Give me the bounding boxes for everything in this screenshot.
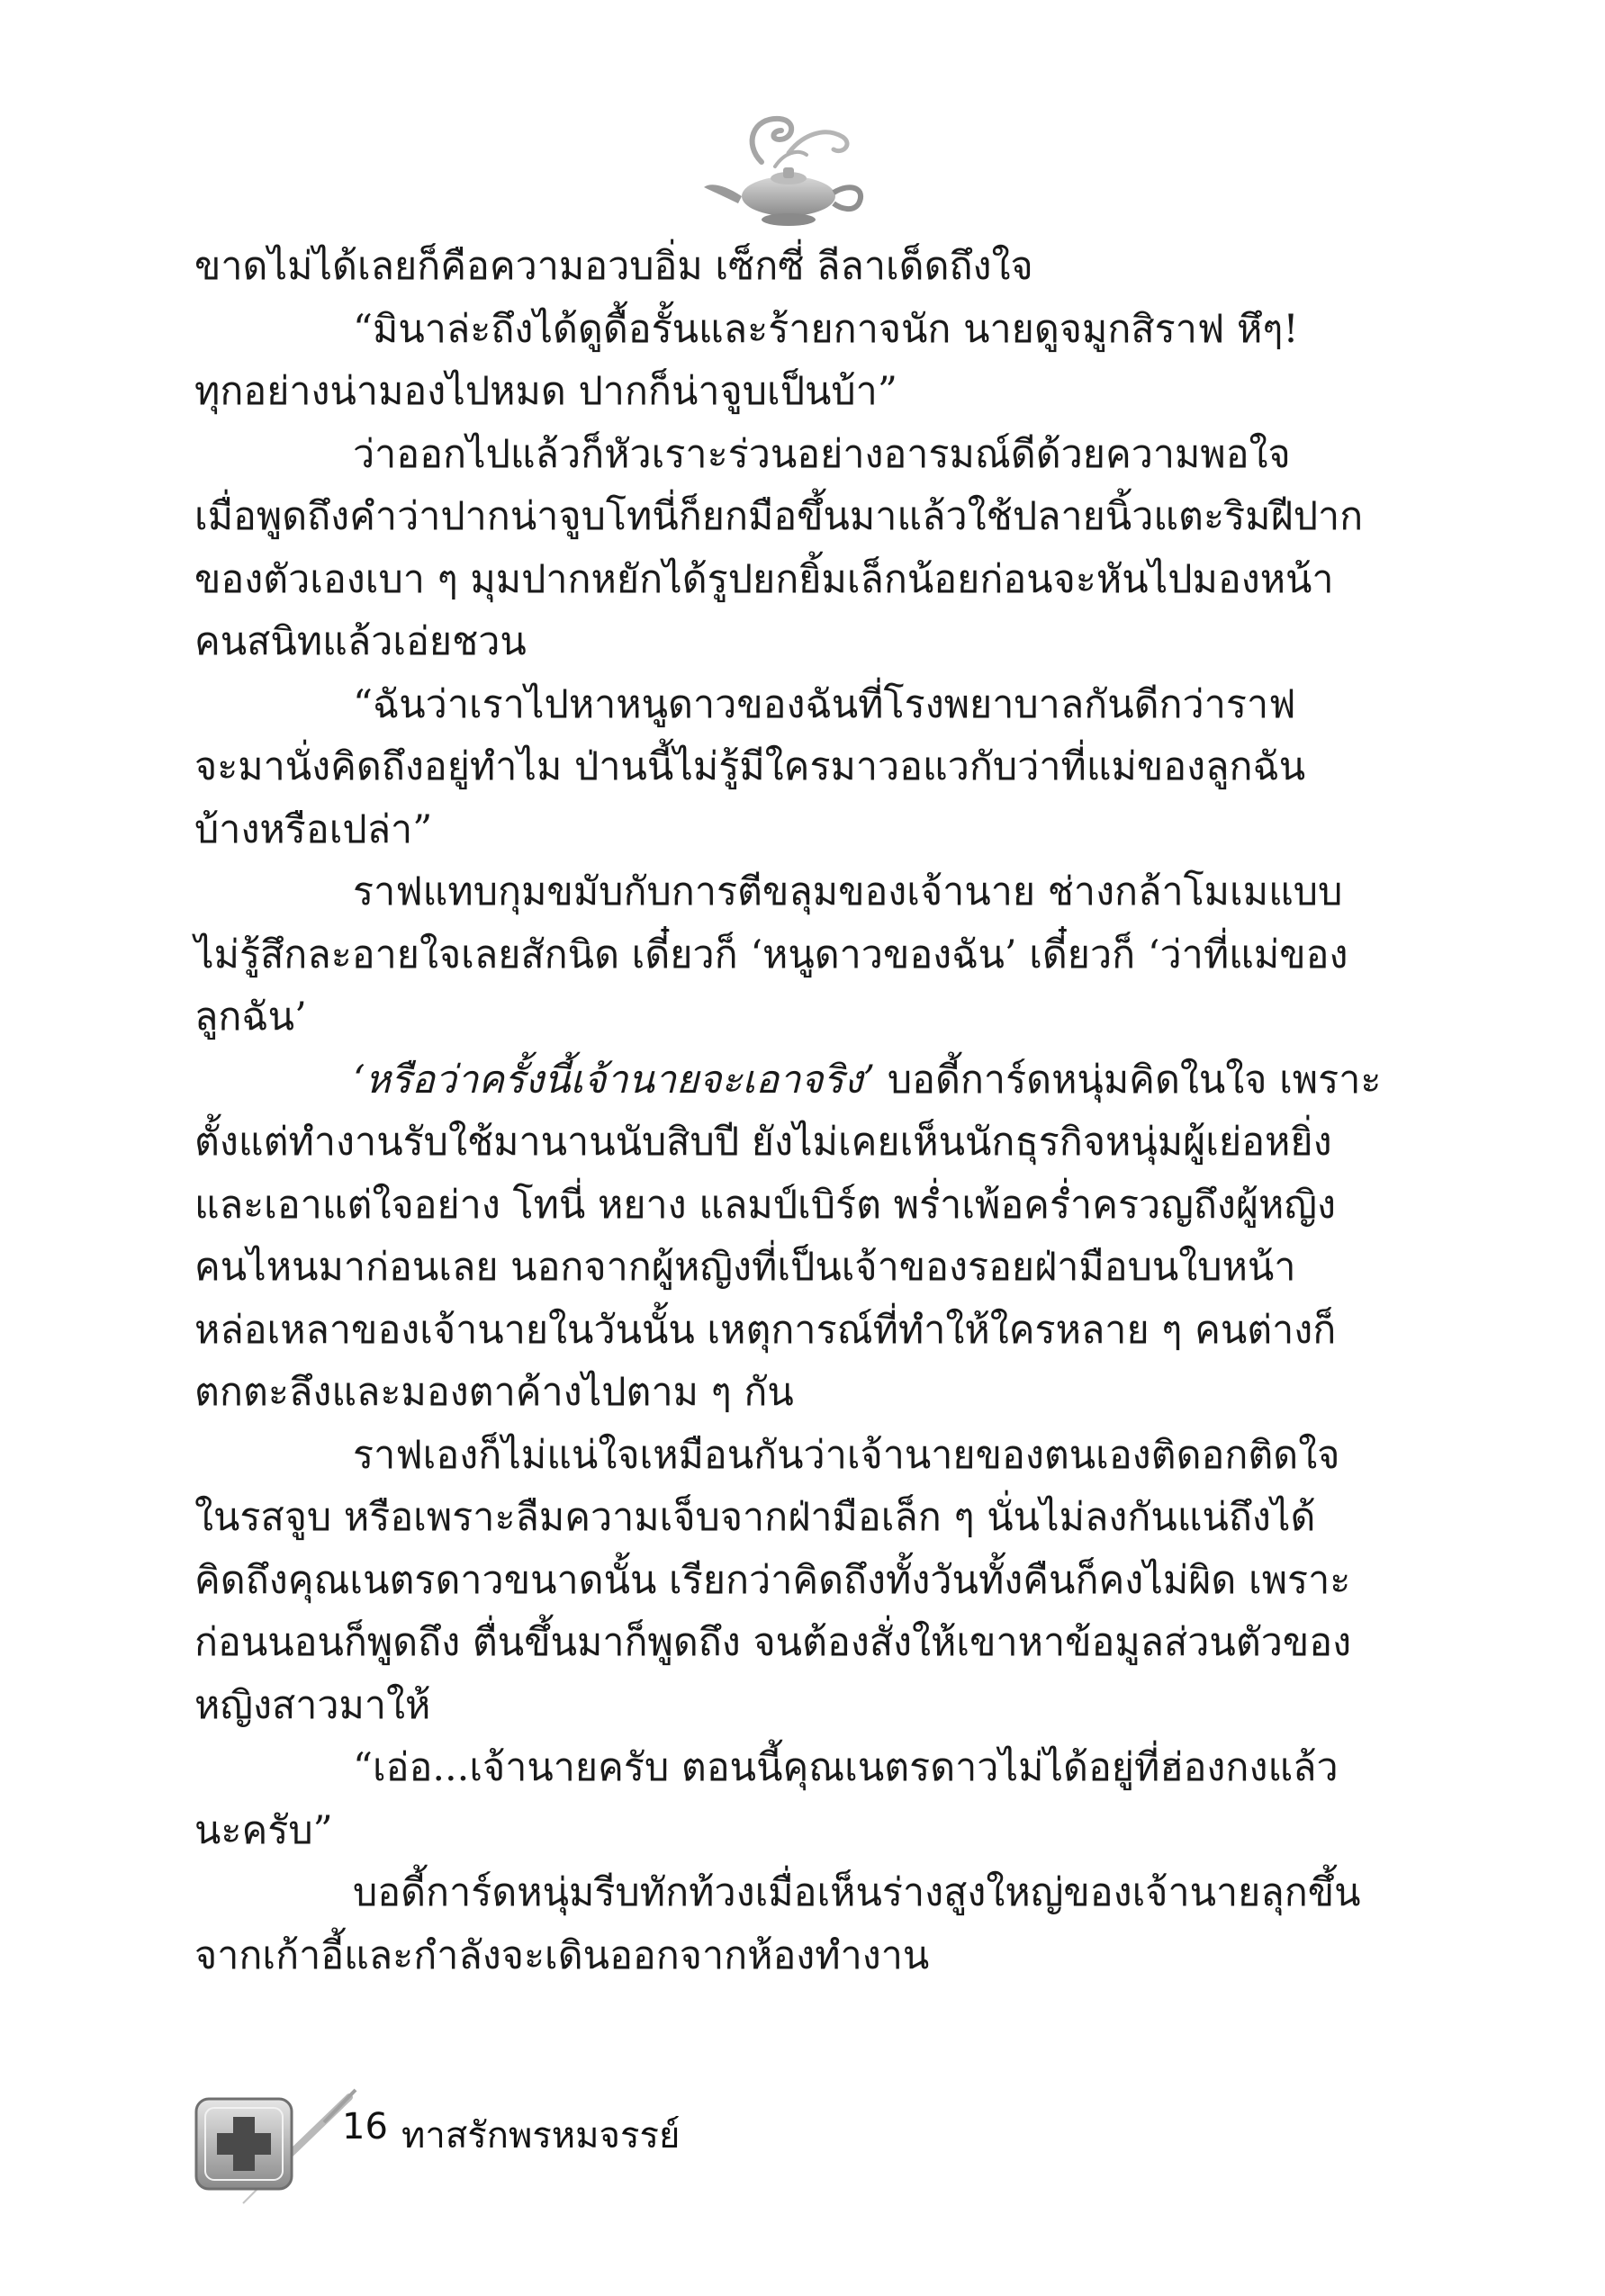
body-line: ทุกอย่างน่ามองไปหมด ปากก็น่าจูบเป็นบ้า” xyxy=(194,369,897,414)
body-line: “มินาล่ะถึงได้ดูดื้อรั้นและร้ายกาจนัก นายดูจมูกสิราฟ หึๆ! xyxy=(353,306,1299,352)
body-line: และเอาแต่ใจอย่าง โทนี่ หยาง แลมป์เบิร์ต พร่ำเพ้อคร่ำครวญถึงผู้หญิง xyxy=(194,1182,1337,1228)
body-line: ว่าออกไปแล้วก็หัวเราะร่วนอย่างอารมณ์ดีด้วยความพอใจ xyxy=(353,431,1291,477)
page-footer xyxy=(189,2063,999,2198)
page-number: 16 xyxy=(342,2106,388,2147)
body-line: ราฟเองก็ไม่แน่ใจเหมือนกันว่าเจ้านายของตนเองติดอกติดใจ xyxy=(353,1432,1340,1478)
italic-thought: ‘หรือว่าครั้งนี้เจ้านายจะเอาจริง’ xyxy=(353,1057,876,1103)
body-line: บอดี้การ์ดหนุ่มรีบทักท้วงเมื่อเห็นร่างสูงใหญ่ของเจ้านายลุกขึ้น xyxy=(353,1870,1361,1915)
book-title: ทาสรักพรหมจรรย์ xyxy=(401,2115,681,2156)
body-line: ของตัวเองเบา ๆ มุมปากหยักได้รูปยกยิ้มเล็กน้อยก่อนจะหันไปมองหน้า xyxy=(194,556,1334,602)
body-line: คนไหนมาก่อนเลย นอกจากผู้หญิงที่เป็นเจ้าของรอยฝ่ามือบนใบหน้า xyxy=(194,1245,1296,1290)
body-line: “ฉันว่าเราไปหาหนูดาวของฉันที่โรงพยาบาลกันดีกว่าราฟ xyxy=(353,681,1296,727)
genie-lamp-icon xyxy=(699,99,879,234)
body-text xyxy=(194,236,1382,1987)
body-line: ขาดไม่ได้เลยก็คือความอวบอิ่ม เซ็กซี่ ลีลาเด็ดถึงใจ xyxy=(194,244,1033,289)
body-line: คิดถึงคุณเนตรดาวขนาดนั้น เรียกว่าคิดถึงทั้งวันทั้งคืนก็คงไม่ผิด เพราะ xyxy=(194,1557,1351,1603)
body-line: จากเก้าอี้และกำลังจะเดินออกจากห้องทำงาน xyxy=(194,1932,930,1978)
body-line: ราฟแทบกุมขมับกับการตีขลุมของเจ้านาย ช่างกล้าโมเมแบบ xyxy=(353,869,1343,914)
body-line: ลูกฉัน’ xyxy=(194,995,307,1040)
body-line: ตกตะลึงและมองตาค้างไปตาม ๆ กัน xyxy=(194,1370,794,1415)
body-line: ในรสจูบ หรือเพราะลืมความเจ็บจากฝ่ามือเล็ก ๆ นั่นไม่ลงกันแน่ถึงได้ xyxy=(194,1495,1316,1540)
body-line: บ้างหรือเปล่า” xyxy=(194,806,433,852)
body-line: ไม่รู้สึกละอายใจเลยสักนิด เดี๋ยวก็ ‘หนูดาวของฉัน’ เดี๋ยวก็ ‘ว่าที่แม่ของ xyxy=(194,932,1348,977)
body-line: เมื่อพูดถึงคำว่าปากน่าจูบโทนี่ก็ยกมือขึ้นมาแล้วใช้ปลายนิ้วแตะริมฝีปาก xyxy=(194,494,1364,539)
body-line: คนสนิทแล้วเอ่ยชวน xyxy=(194,619,527,664)
body-line: หญิงสาวมาให้ xyxy=(194,1682,431,1728)
body-line: ก่อนนอนก็พูดถึง ตื่นขึ้นมาก็พูดถึง จนต้องสั่งให้เขาหาข้อมูลส่วนตัวของ xyxy=(194,1620,1352,1665)
body-line: ตั้งแต่ทำงานรับใช้มานานนับสิบปี ยังไม่เคยเห็นนักธุรกิจหนุ่มผู้เย่อหยิ่ง xyxy=(194,1120,1332,1165)
body-line: นะครับ” xyxy=(194,1807,333,1853)
body-line: จะมานั่งคิดถึงอยู่ทำไม ป่านนี้ไม่รู้มีใครมาวอแวกับว่าที่แม่ของลูกฉัน xyxy=(194,744,1306,789)
body-line xyxy=(194,1049,1382,1112)
body-line: หล่อเหลาของเจ้านายในวันนั้น เหตุการณ์ที่ทำให้ใครหลาย ๆ คนต่างก็ xyxy=(194,1307,1337,1353)
body-line-rest: บอดี้การ์ดหนุ่มคิดในใจ เพราะ xyxy=(887,1057,1382,1103)
body-line: “เอ่อ...เจ้านายครับ ตอนนี้คุณเนตรดาวไม่ได้อยู่ที่ฮ่องกงแล้ว xyxy=(353,1745,1339,1790)
